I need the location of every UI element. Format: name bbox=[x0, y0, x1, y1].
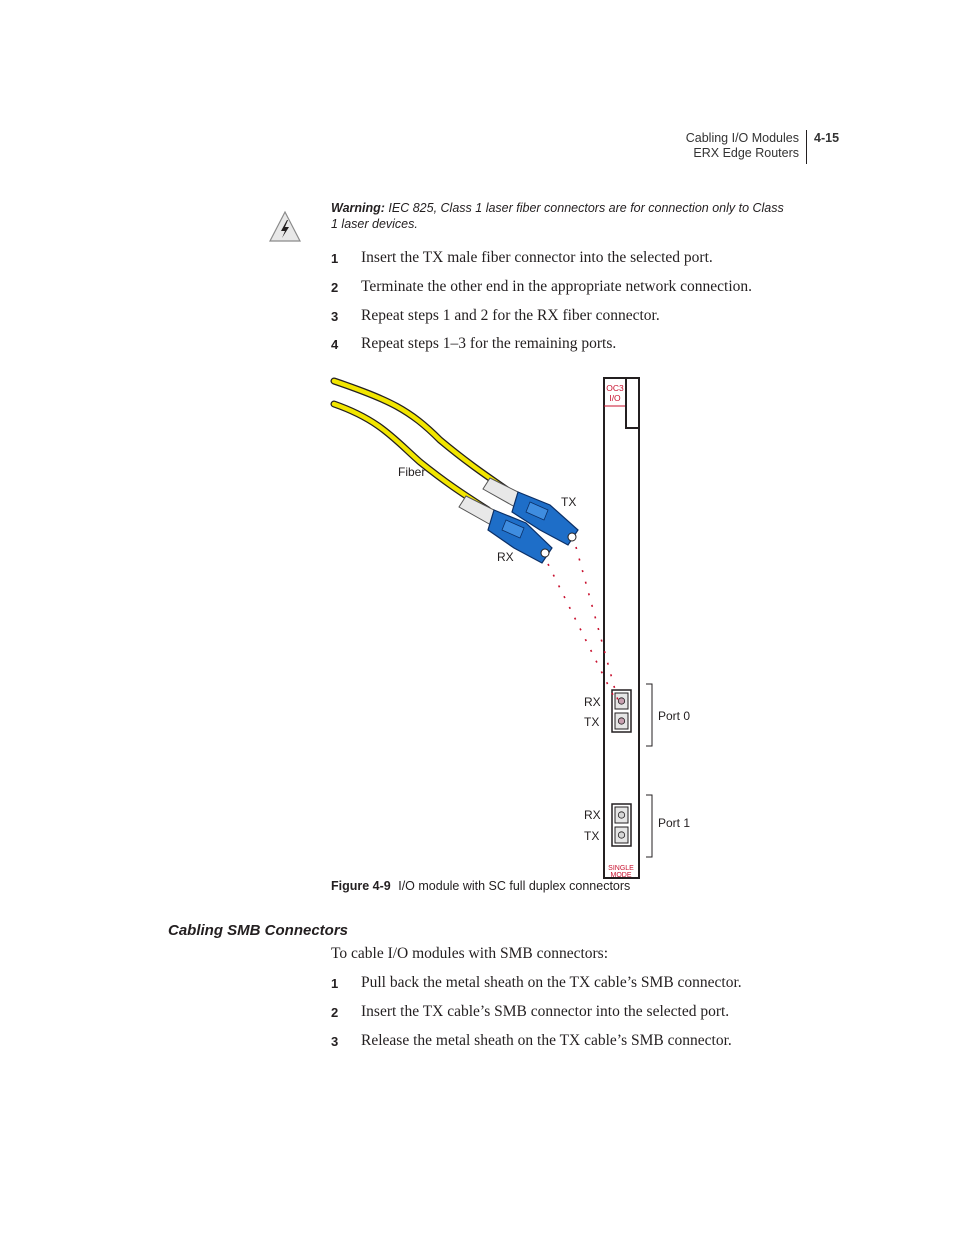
step-number: 1 bbox=[331, 251, 339, 266]
port-0-bracket bbox=[646, 684, 652, 746]
figure-caption bbox=[331, 879, 630, 893]
figure-number: Figure 4-9 bbox=[331, 879, 391, 893]
module-label-io: I/O bbox=[609, 393, 621, 403]
port-1-connector bbox=[612, 804, 631, 846]
header-book: ERX Edge Routers bbox=[693, 146, 799, 160]
step-text: Repeat steps 1–3 for the remaining ports. bbox=[361, 335, 617, 352]
port-0-label: Port 0 bbox=[658, 709, 691, 723]
mode-label-mode: MODE bbox=[610, 872, 632, 879]
step-text: Terminate the other end in the appropriate network connection. bbox=[361, 278, 753, 295]
figure-caption-text: I/O module with SC full duplex connectors bbox=[398, 879, 631, 893]
warning-text: IEC 825, Class 1 laser fiber connectors are for connection only to Class 1 laser devices. bbox=[331, 201, 784, 231]
connector-rx-label: RX bbox=[497, 550, 514, 564]
section-intro: To cable I/O modules with SMB connectors: bbox=[331, 945, 609, 962]
step-number: 2 bbox=[331, 1005, 339, 1020]
step-number: 3 bbox=[331, 309, 339, 324]
port-1-rx-label: RX bbox=[584, 808, 601, 822]
mode-label-single: SINGLE bbox=[608, 865, 634, 872]
step-number: 1 bbox=[331, 976, 339, 991]
step-text: Release the metal sheath on the TX cable’s SMB connector. bbox=[361, 1032, 732, 1049]
connector-tx-label: TX bbox=[561, 495, 577, 509]
fiber-label: Fiber bbox=[398, 465, 426, 479]
step-number: 3 bbox=[331, 1034, 339, 1049]
header-chapter: Cabling I/O Modules bbox=[685, 131, 799, 145]
port-1-tx-label: TX bbox=[584, 829, 600, 843]
section-heading: Cabling SMB Connectors bbox=[168, 922, 349, 939]
port-0-connector bbox=[612, 690, 631, 732]
module-label-oc3: OC3 bbox=[606, 383, 624, 393]
step-text: Repeat steps 1 and 2 for the RX fiber connector. bbox=[361, 307, 660, 324]
fiber-cables bbox=[334, 381, 522, 525]
warning-label: Warning: bbox=[331, 201, 385, 215]
step-text: Insert the TX male fiber connector into the selected port. bbox=[361, 249, 713, 266]
step-number: 4 bbox=[331, 337, 339, 352]
port-0-tx-label: TX bbox=[584, 715, 600, 729]
step-number: 2 bbox=[331, 280, 339, 295]
step-text: Insert the TX cable’s SMB connector into the selected port. bbox=[361, 1003, 730, 1020]
port-1-bracket bbox=[646, 795, 652, 857]
page-number: 4-15 bbox=[814, 131, 840, 145]
step-text: Pull back the metal sheath on the TX cable’s SMB connector. bbox=[361, 974, 742, 991]
port-1-label: Port 1 bbox=[658, 816, 691, 830]
port-0-rx-label: RX bbox=[584, 695, 601, 709]
